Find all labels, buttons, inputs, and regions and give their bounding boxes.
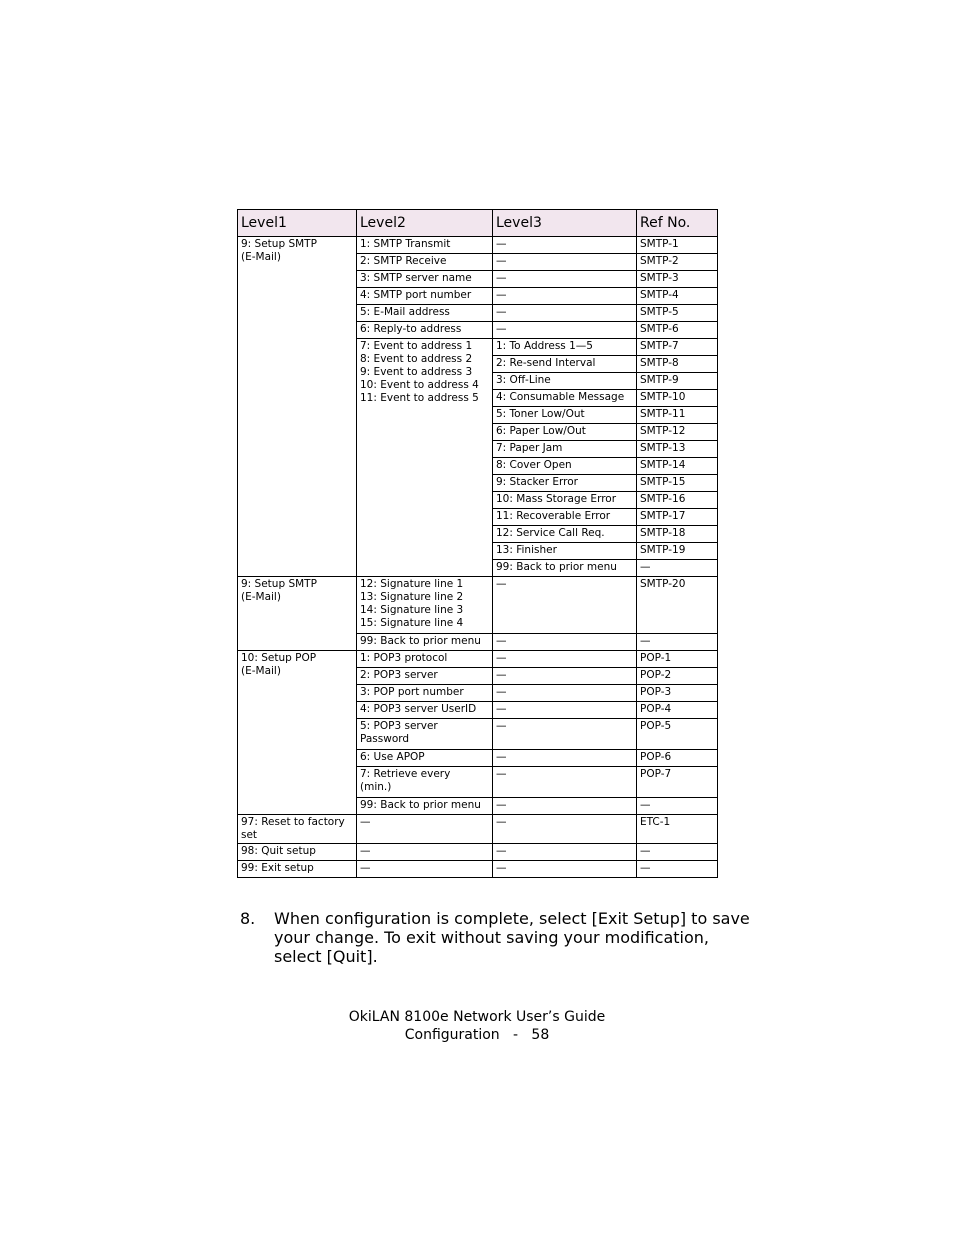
level1-cell: 9: Setup SMTP (E-Mail)	[238, 237, 357, 577]
ref-no-cell: SMTP-11	[637, 407, 718, 424]
level3-cell: —	[493, 685, 637, 702]
table-row	[238, 651, 718, 668]
ref-no-cell: SMTP-16	[637, 492, 718, 509]
level3-cell: 11: Recoverable Error	[493, 509, 637, 526]
header-ref-no: Ref No.	[637, 210, 718, 237]
table-row	[238, 577, 718, 634]
ref-no-cell: —	[637, 844, 718, 861]
level3-cell: 12: Service Call Req.	[493, 526, 637, 543]
table-row	[238, 861, 718, 878]
level1-cell: 9: Setup SMTP (E-Mail)	[238, 577, 357, 651]
ref-no-cell: SMTP-19	[637, 543, 718, 560]
ref-no-cell: SMTP-17	[637, 509, 718, 526]
header-level1: Level1	[238, 210, 357, 237]
step-number: 8.	[240, 909, 256, 928]
footer-guide-title: OkiLAN 8100e Network User’s Guide	[348, 1009, 606, 1025]
level2-cell: —	[357, 815, 493, 844]
level2-cell: 1: SMTP Transmit	[357, 237, 493, 254]
level2-cell: 5: POP3 server Password	[357, 719, 493, 750]
level3-cell: 99: Back to prior menu	[493, 560, 637, 577]
ref-no-cell: SMTP-5	[637, 305, 718, 322]
level2-cell: 2: SMTP Receive	[357, 254, 493, 271]
ref-no-cell: ETC-1	[637, 815, 718, 844]
footer-page-number: Configuration - 58	[404, 1027, 550, 1043]
ref-no-cell: POP-4	[637, 702, 718, 719]
level2-cell: 4: SMTP port number	[357, 288, 493, 305]
table-body	[238, 237, 718, 878]
step-text: When configuration is complete, select [Exit Setup] to save your change. To exit without saving your modification, select [Quit].	[274, 909, 750, 966]
level1-cell: 99: Exit setup	[238, 861, 357, 878]
ref-no-cell: SMTP-14	[637, 458, 718, 475]
level2-cell: 5: E-Mail address	[357, 305, 493, 322]
level2-cell: 1: POP3 protocol	[357, 651, 493, 668]
ref-no-cell: SMTP-8	[637, 356, 718, 373]
level3-cell: 10: Mass Storage Error	[493, 492, 637, 509]
header-level2: Level2	[357, 210, 493, 237]
level3-cell: —	[493, 844, 637, 861]
level2-cell: —	[357, 844, 493, 861]
level3-cell: —	[493, 861, 637, 878]
ref-no-cell: SMTP-4	[637, 288, 718, 305]
level3-cell: —	[493, 271, 637, 288]
ref-no-cell: SMTP-10	[637, 390, 718, 407]
level3-cell: 8: Cover Open	[493, 458, 637, 475]
ref-no-cell: POP-1	[637, 651, 718, 668]
level1-cell: 10: Setup POP (E-Mail)	[238, 651, 357, 815]
table-header-row	[238, 210, 718, 237]
ref-no-cell: —	[637, 560, 718, 577]
level2-cell: 6: Reply-to address	[357, 322, 493, 339]
ref-no-cell: POP-7	[637, 767, 718, 798]
page-footer	[277, 1008, 677, 1044]
level3-cell: 13: Finisher	[493, 543, 637, 560]
level3-cell: —	[493, 237, 637, 254]
level2-cell: 12: Signature line 1 13: Signature line 2 14: Signature line 3 15: Signature line 4	[357, 577, 493, 634]
level3-cell: —	[493, 702, 637, 719]
level3-cell: 2: Re-send Interval	[493, 356, 637, 373]
ref-no-cell: SMTP-9	[637, 373, 718, 390]
ref-no-cell: SMTP-1	[637, 237, 718, 254]
level2-cell: 3: POP port number	[357, 685, 493, 702]
level3-cell: 7: Paper Jam	[493, 441, 637, 458]
level3-cell: —	[493, 798, 637, 815]
level3-cell: —	[493, 651, 637, 668]
level1-cell: 98: Quit setup	[238, 844, 357, 861]
header-level3: Level3	[493, 210, 637, 237]
ref-no-cell: —	[637, 798, 718, 815]
ref-no-cell: POP-3	[637, 685, 718, 702]
level3-cell: 6: Paper Low/Out	[493, 424, 637, 441]
level3-cell: —	[493, 750, 637, 767]
ref-no-cell: SMTP-13	[637, 441, 718, 458]
ref-no-cell: POP-5	[637, 719, 718, 750]
ref-no-cell: SMTP-20	[637, 577, 718, 634]
level3-cell: 4: Consumable Message	[493, 390, 637, 407]
ref-no-cell: SMTP-12	[637, 424, 718, 441]
level3-cell: —	[493, 767, 637, 798]
level2-cell: 99: Back to prior menu	[357, 798, 493, 815]
level3-cell: 1: To Address 1—5	[493, 339, 637, 356]
ref-no-cell: —	[637, 634, 718, 651]
level2-cell-events: 7: Event to address 1 8: Event to address 2 9: Event to address 3 10: Event to address 4 11: Event to address 5	[357, 339, 493, 577]
level3-cell: —	[493, 288, 637, 305]
ref-no-cell: POP-6	[637, 750, 718, 767]
table-row	[238, 844, 718, 861]
level3-cell: —	[493, 668, 637, 685]
ref-no-cell: SMTP-6	[637, 322, 718, 339]
level3-cell: —	[493, 577, 637, 634]
level3-cell: —	[493, 254, 637, 271]
ref-no-cell: POP-2	[637, 668, 718, 685]
level3-cell: —	[493, 719, 637, 750]
level3-cell: 9: Stacker Error	[493, 475, 637, 492]
level1-cell: 97: Reset to factory set	[238, 815, 357, 844]
table-row	[238, 815, 718, 844]
level3-cell: —	[493, 815, 637, 844]
level3-cell: —	[493, 634, 637, 651]
level2-cell: 6: Use APOP	[357, 750, 493, 767]
level2-cell: 99: Back to prior menu	[357, 634, 493, 651]
ref-no-cell: SMTP-3	[637, 271, 718, 288]
table-row	[238, 237, 718, 254]
ref-no-cell: SMTP-15	[637, 475, 718, 492]
ref-no-cell: SMTP-7	[637, 339, 718, 356]
ref-no-cell: SMTP-2	[637, 254, 718, 271]
level2-cell: 2: POP3 server	[357, 668, 493, 685]
level2-cell: 3: SMTP server name	[357, 271, 493, 288]
level3-cell: —	[493, 322, 637, 339]
ref-no-cell: SMTP-18	[637, 526, 718, 543]
level3-cell: 5: Toner Low/Out	[493, 407, 637, 424]
level2-cell: —	[357, 861, 493, 878]
level2-cell: 7: Retrieve every (min.)	[357, 767, 493, 798]
level2-cell: 4: POP3 server UserID	[357, 702, 493, 719]
level3-cell: 3: Off-Line	[493, 373, 637, 390]
level3-cell: —	[493, 305, 637, 322]
menu-settings-table	[237, 209, 718, 878]
ref-no-cell: —	[637, 861, 718, 878]
